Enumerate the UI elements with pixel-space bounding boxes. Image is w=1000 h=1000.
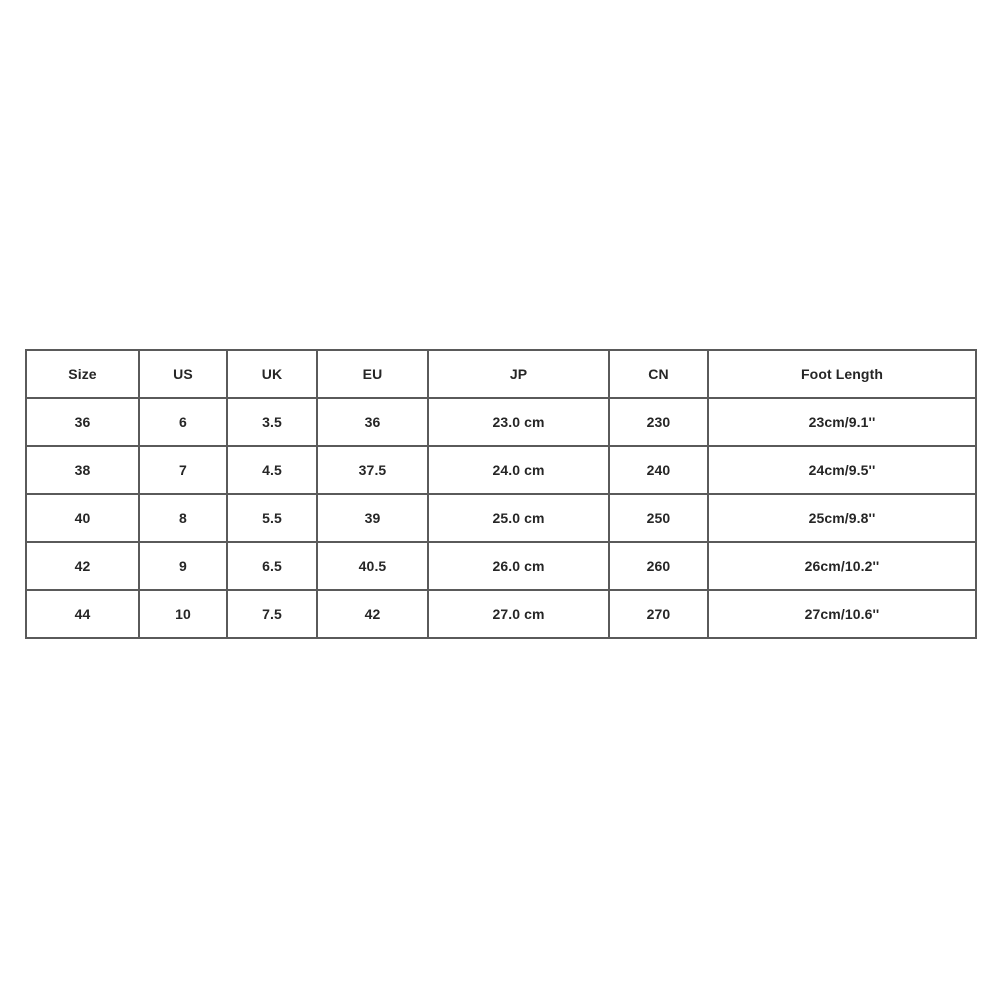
cell-foot-length: 23cm/9.1'': [708, 398, 976, 446]
cell-cn: 240: [609, 446, 708, 494]
table-row: [26, 542, 976, 590]
cell-eu: 39: [317, 494, 428, 542]
table-row: [26, 494, 976, 542]
cell-foot-length: 26cm/10.2'': [708, 542, 976, 590]
size-chart-body: [26, 398, 976, 638]
header-cn: CN: [609, 350, 708, 398]
cell-uk: 5.5: [227, 494, 317, 542]
cell-foot-length: 24cm/9.5'': [708, 446, 976, 494]
cell-cn: 270: [609, 590, 708, 638]
cell-jp: 25.0 cm: [428, 494, 609, 542]
table-row: [26, 446, 976, 494]
size-chart-header: [26, 350, 976, 398]
cell-eu: 40.5: [317, 542, 428, 590]
cell-size: 44: [26, 590, 139, 638]
cell-eu: 36: [317, 398, 428, 446]
header-eu: EU: [317, 350, 428, 398]
cell-us: 9: [139, 542, 227, 590]
header-jp: JP: [428, 350, 609, 398]
cell-foot-length: 25cm/9.8'': [708, 494, 976, 542]
cell-uk: 7.5: [227, 590, 317, 638]
cell-jp: 26.0 cm: [428, 542, 609, 590]
cell-eu: 42: [317, 590, 428, 638]
cell-size: 42: [26, 542, 139, 590]
cell-size: 40: [26, 494, 139, 542]
header-uk: UK: [227, 350, 317, 398]
cell-us: 8: [139, 494, 227, 542]
cell-uk: 4.5: [227, 446, 317, 494]
cell-jp: 24.0 cm: [428, 446, 609, 494]
cell-us: 6: [139, 398, 227, 446]
table-row: [26, 590, 976, 638]
size-chart-table: [25, 349, 977, 639]
header-us: US: [139, 350, 227, 398]
cell-us: 7: [139, 446, 227, 494]
cell-eu: 37.5: [317, 446, 428, 494]
cell-uk: 3.5: [227, 398, 317, 446]
cell-size: 38: [26, 446, 139, 494]
cell-uk: 6.5: [227, 542, 317, 590]
cell-us: 10: [139, 590, 227, 638]
table-row: [26, 398, 976, 446]
cell-jp: 27.0 cm: [428, 590, 609, 638]
cell-size: 36: [26, 398, 139, 446]
header-size: Size: [26, 350, 139, 398]
cell-foot-length: 27cm/10.6'': [708, 590, 976, 638]
header-row: [26, 350, 976, 398]
cell-jp: 23.0 cm: [428, 398, 609, 446]
header-foot-length: Foot Length: [708, 350, 976, 398]
cell-cn: 250: [609, 494, 708, 542]
cell-cn: 230: [609, 398, 708, 446]
cell-cn: 260: [609, 542, 708, 590]
